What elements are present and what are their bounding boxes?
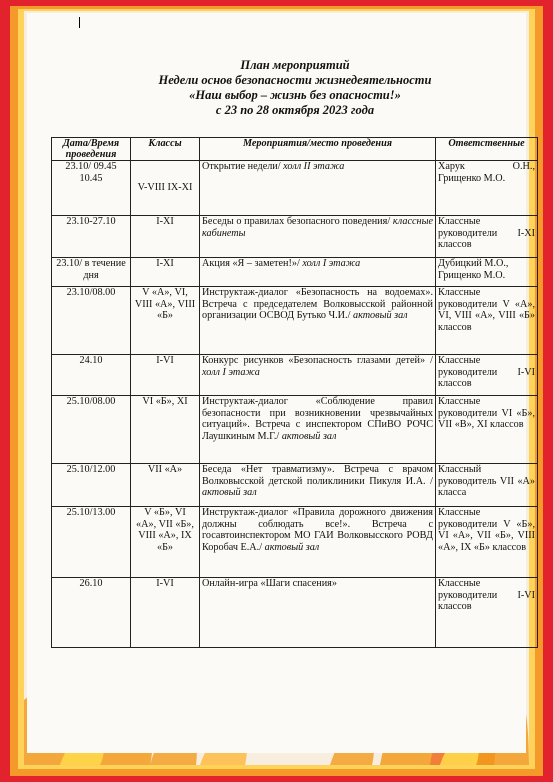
title-line-3: «Наш выбор – жизнь без опасности!» — [189, 88, 401, 102]
title-line-2: Недели основ безопасности жизнедеятельности — [158, 73, 432, 87]
header-classes: Классы — [131, 138, 200, 161]
cell-responsible: Классные руководители V «Б», VI «А», VII «Б», VIII «А», IX «Б» классов — [436, 507, 538, 578]
cell-responsible: Харук О.Н., Грищенко М.О. — [436, 161, 538, 216]
cell-event: Беседа «Нет травматизму». Встреча с врачом Волковысской детской поликлиники Пикуля И.А. /актовый зал — [200, 464, 436, 507]
cell-responsible: Классный руководитель VII «А» класса — [436, 464, 538, 507]
cell-classes: I-VI — [131, 578, 200, 648]
title-line-4: с 23 по 28 октября 2023 года — [215, 103, 375, 117]
cell-responsible: Классные руководители VI «Б», VII «В», XI классов — [436, 396, 538, 464]
cell-responsible: Классные руководители I-VI классов — [436, 355, 538, 396]
events-table — [51, 137, 538, 648]
cell-classes: VI «Б», XI — [131, 396, 200, 464]
cell-event: Инструктаж-диалог «Правила дорожного движения должны соблюдать все!». Встреча с госавтоинспектором МО ГАИ Волковысского РОВД Коробач Е.А./ актовый зал — [200, 507, 436, 578]
table-row — [52, 216, 538, 258]
header-responsible: Ответственные — [436, 138, 538, 161]
cell-classes: V «Б», VI «А», VII «Б», VIII «А», IX «Б» — [131, 507, 200, 578]
table-row — [52, 161, 538, 216]
cell-classes: V-VIII IX-XI — [131, 161, 200, 216]
table-row — [52, 578, 538, 648]
cell-classes: V «А», VI, VIII «А», VIII «Б» — [131, 287, 200, 355]
cell-date: 25.10/13.00 — [52, 507, 131, 578]
table-row — [52, 396, 538, 464]
cell-date: 23.10/08.00 — [52, 287, 131, 355]
text-cursor — [79, 17, 80, 28]
cell-event: Беседы о правилах безопасного поведения/ классные кабинеты — [200, 216, 436, 258]
cell-classes: VII «А» — [131, 464, 200, 507]
cell-classes: I-XI — [131, 216, 200, 258]
header-date: Дата/Время проведения — [52, 138, 131, 161]
cell-event: Конкурс рисунков «Безопасность глазами детей» / холл I этажа — [200, 355, 436, 396]
cell-responsible: Дубицкий М.О., Грищенко М.О. — [436, 258, 538, 287]
cell-date: 26.10 — [52, 578, 131, 648]
cell-date: 23.10-27.10 — [52, 216, 131, 258]
cell-event: Онлайн-игра «Шаги спасения» — [200, 578, 436, 648]
cell-classes: I-XI — [131, 258, 200, 287]
cell-event: Акция «Я – заметен!»/ холл I этажа — [200, 258, 436, 287]
cell-responsible: Классные руководители V «А», VI, VIII «А», VIII «Б» классов — [436, 287, 538, 355]
table-row — [52, 287, 538, 355]
cell-date: 23.10/ 09.45 10.45 — [52, 161, 131, 216]
cell-event: Инструктаж-диалог «Соблюдение правил безопасности при возникновении чрезвычайных ситуаций». Встреча с инспектором СПиВО РОЧС Лаушкиным М.Г./ актовый зал — [200, 396, 436, 464]
cell-date: 25.10/08.00 — [52, 396, 131, 464]
header-event: Мероприятия/место проведения — [200, 138, 436, 161]
cell-date: 24.10 — [52, 355, 131, 396]
cell-date: 23.10/ в течение дня — [52, 258, 131, 287]
cell-event: Инструктаж-диалог «Безопасность на водоемах». Встреча с председателем Волковысской районной организации ОСВОД Бутько Ч.И./ актовый зал — [200, 287, 436, 355]
table-header-row — [52, 138, 538, 161]
cell-date: 25.10/12.00 — [52, 464, 131, 507]
table-row — [52, 507, 538, 578]
cell-event: Открытие недели/ холл II этажа — [200, 161, 436, 216]
table-row — [52, 355, 538, 396]
cell-classes: I-VI — [131, 355, 200, 396]
cell-responsible: Классные руководители I-XI классов — [436, 216, 538, 258]
table-row — [52, 464, 538, 507]
title-line-1: План мероприятий — [240, 58, 350, 72]
cell-responsible: Классные руководители I-VI классов — [436, 578, 538, 648]
table-row — [52, 258, 538, 287]
document-title — [52, 58, 538, 118]
